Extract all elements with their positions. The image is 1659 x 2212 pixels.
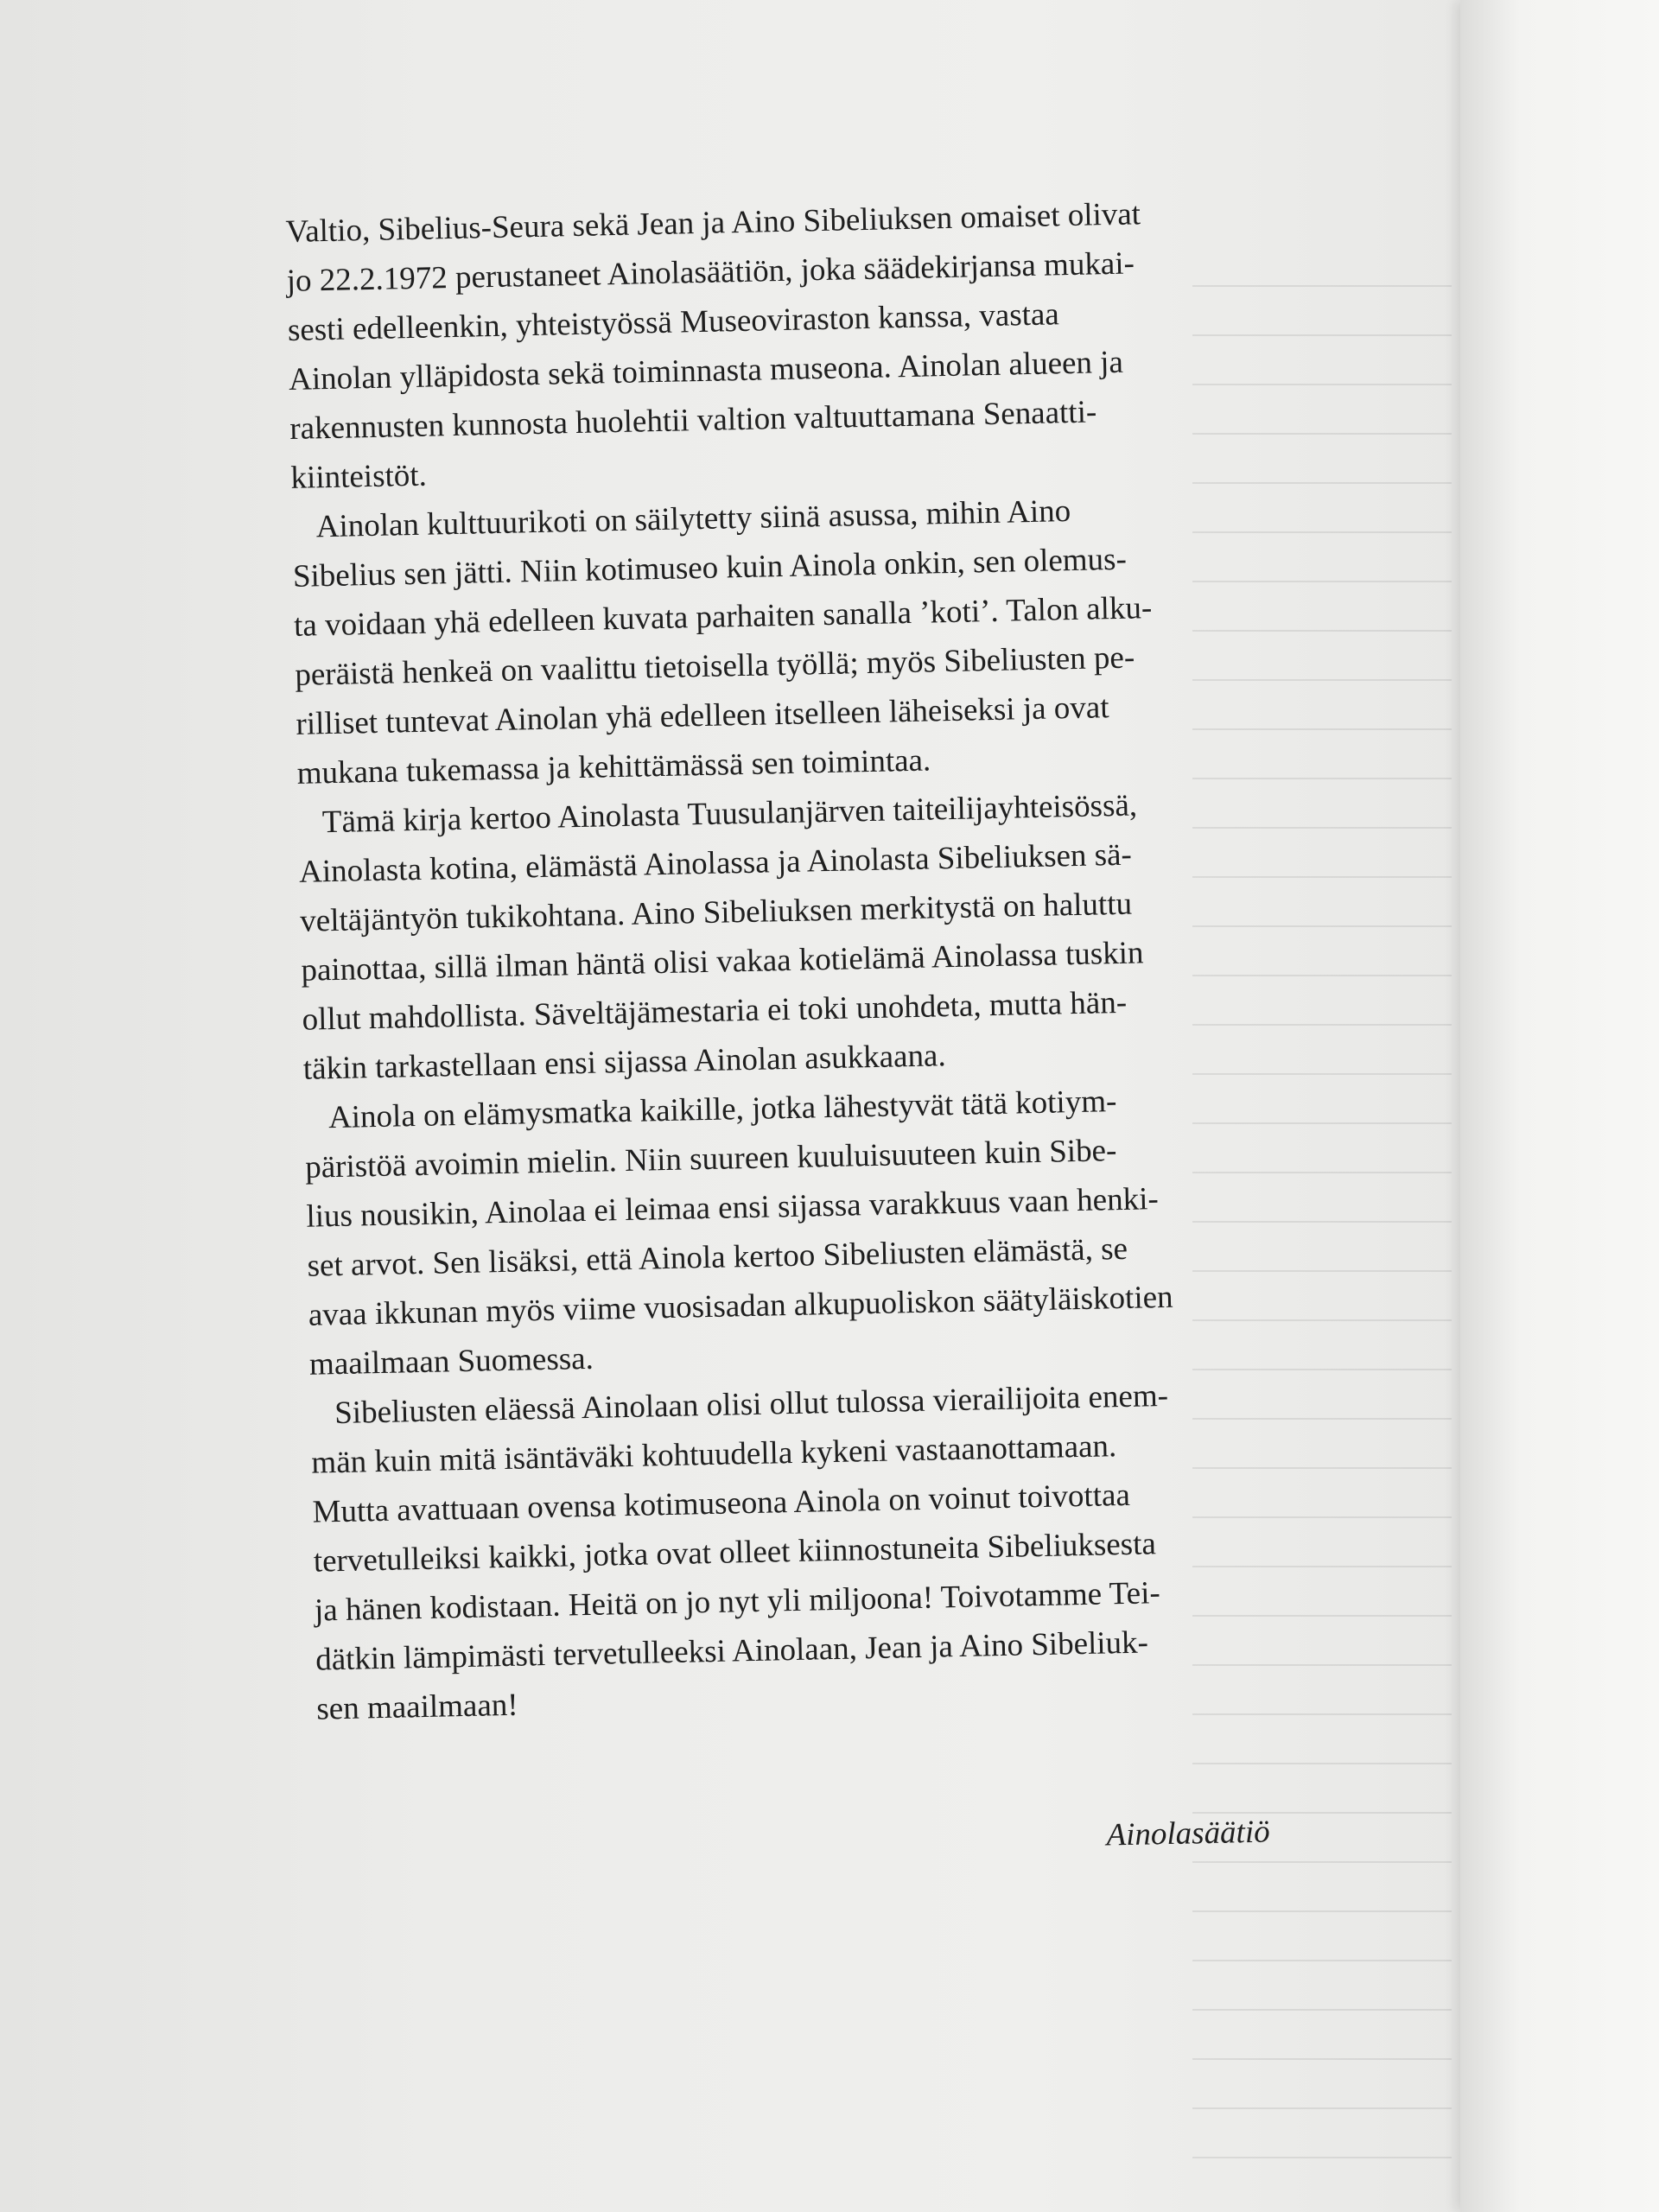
text-line: set arvot. Sen lisäksi, että Ainola kertoo Sibeliusten elämästä, se xyxy=(307,1230,1128,1284)
text-line: mukana tukemassa ja kehittämässä sen toimintaa. xyxy=(296,742,931,791)
text-line: Ainolan kulttuurikoti on säilytetty siinä asussa, mihin Aino xyxy=(315,493,1071,545)
text-line: ollut mahdollista. Säveltäjämestaria ei toki unohdeta, mutta hän- xyxy=(302,984,1128,1038)
body-text xyxy=(285,186,1339,1876)
text-line: Mutta avattuaan ovensa kotimuseona Ainola on voinut toivottaa xyxy=(312,1477,1131,1530)
text-line: ta voidaan yhä edelleen kuvata parhaiten sanalla ’koti’. Talon alku- xyxy=(293,590,1153,644)
text-line: jo 22.2.1972 perustaneet Ainolasäätiön, joka säädekirjansa mukai- xyxy=(286,245,1135,299)
text-line: Sibelius sen jätti. Niin kotimuseo kuin Ainola onkin, sen olemus- xyxy=(292,541,1128,594)
text-line: peräistä henkeä on vaalittu tietoisella työllä; myös Sibeliusten pe- xyxy=(294,639,1135,693)
facing-page-edge xyxy=(1460,0,1659,2212)
paragraph-4 xyxy=(303,1072,1329,1389)
text-line: tervetulleiksi kaikki, jotka ovat olleet kiinnostuneita Sibeliuksesta xyxy=(313,1526,1157,1580)
text-line: painottaa, sillä ilman häntä olisi vakaa kotielämä Ainolassa tuskin xyxy=(301,935,1144,988)
text-line: Ainolan ylläpidosta sekä toiminnasta museona. Ainolan alueen ja xyxy=(288,344,1124,397)
text-line: sen maailmaan! xyxy=(315,1687,518,1727)
text-line: rilliset tuntevat Ainolan yhä edelleen itselleen läheiseksi ja ovat xyxy=(296,690,1109,742)
text-line: lius nousikin, Ainolaa ei leimaa ensi sijassa varakkuus vaan henki- xyxy=(306,1181,1160,1235)
text-line: sesti edelleenkin, yhteistyössä Museoviraston kanssa, vastaa xyxy=(287,296,1060,348)
text-line: avaa ikkunan myös viime vuosisadan alkupuoliskon säätyläiskotien xyxy=(308,1279,1173,1333)
text-line: veltäjäntyön tukikohtana. Aino Sibeliuksen merkitystä on haluttu xyxy=(299,886,1133,939)
text-line: dätkin lämpimästi tervetulleeksi Ainolaan, Jean ja Aino Sibeliuk- xyxy=(315,1624,1149,1678)
text-line: Valtio, Sibelius-Seura sekä Jean ja Aino Sibeliuksen omaiset olivat xyxy=(285,196,1141,250)
signature: Ainolasäätiö xyxy=(1106,1814,1271,1853)
text-line: maailmaan Suomessa. xyxy=(308,1340,594,1382)
text-line: Sibeliusten eläessä Ainolaan olisi ollut tulossa vierailijoita enem- xyxy=(334,1377,1169,1432)
text-line: Ainola on elämysmatka kaikille, jotka lähestyvät tätä kotiym- xyxy=(327,1084,1117,1136)
text-line: män kuin mitä isäntäväki kohtuudella kykeni vastaanottamaan. xyxy=(311,1428,1117,1481)
text-line: rakennusten kunnosta huolehtii valtion valtuuttamana Senaatti- xyxy=(289,394,1097,447)
paragraph-2 xyxy=(291,481,1317,798)
text-line: Ainolasta kotina, elämästä Ainolassa ja Ainolasta Sibeliuksen sä- xyxy=(298,836,1133,890)
paragraph-3 xyxy=(297,777,1323,1094)
paragraph-1 xyxy=(285,186,1311,503)
text-line: ja hänen kodistaan. Heitä on jo nyt yli miljoona! Toivotamme Tei- xyxy=(314,1575,1161,1629)
text-line: täkin tarkastellaan ensi sijassa Ainolan asukkaana. xyxy=(302,1038,947,1087)
text-line: kiinteistöt. xyxy=(290,457,428,496)
paragraph-5 xyxy=(310,1368,1337,1734)
text-line: Tämä kirja kertoo Ainolasta Tuusulanjärven taiteilijayhteisössä, xyxy=(321,787,1138,841)
text-line: päristöä avoimin mielin. Niin suureen kuuluisuuteen kuin Sibe- xyxy=(304,1133,1117,1185)
